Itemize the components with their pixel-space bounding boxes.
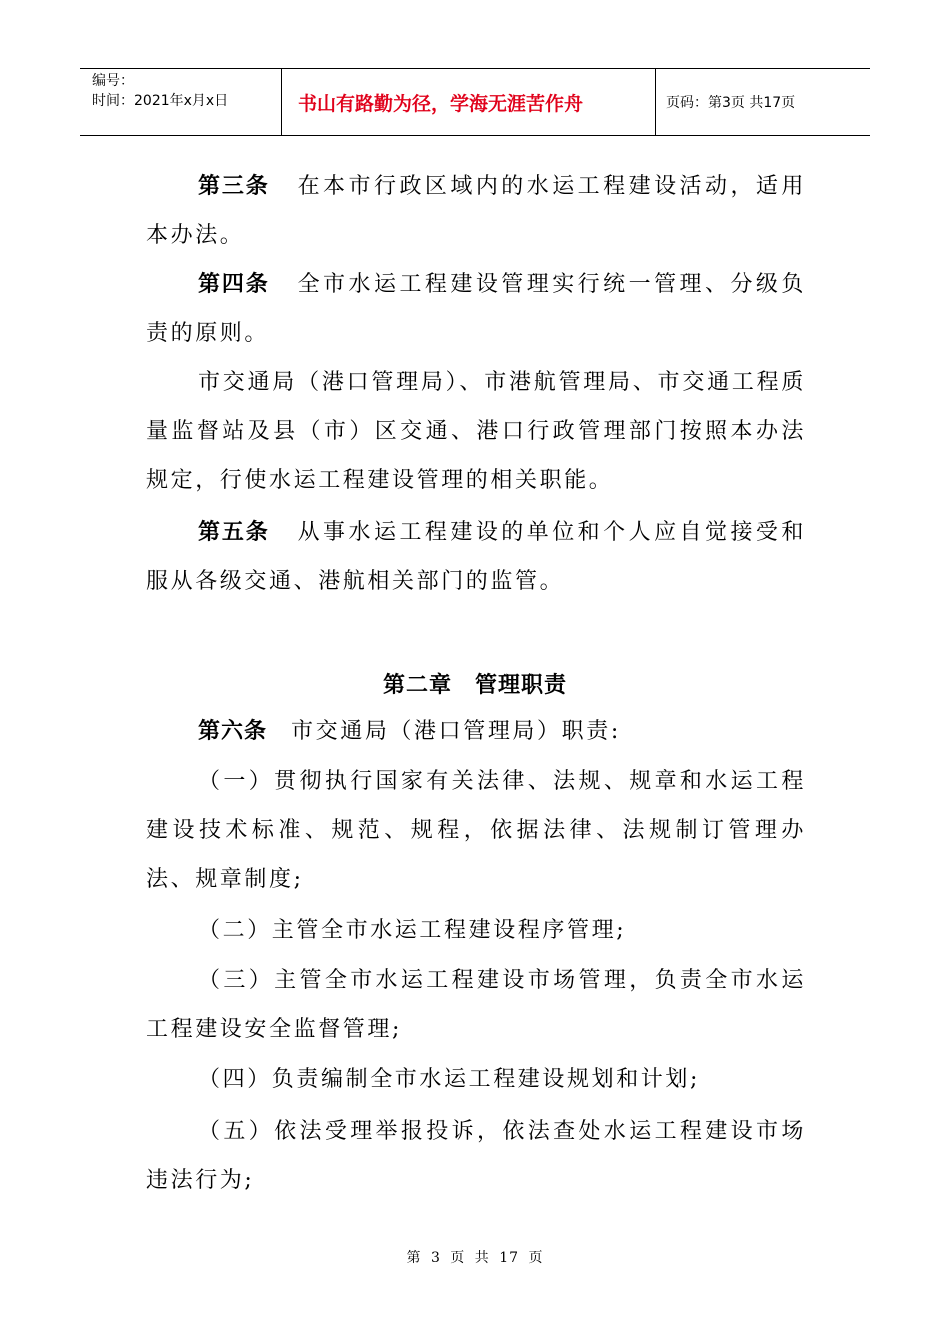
header-page-info: 页码：第3页 共17页 xyxy=(666,95,796,111)
article-text: 在本市行政区域内的水运工程建设活动，适用本办法。 xyxy=(146,174,806,248)
duty-item: （五）依法受理举报投诉，依法查处水运工程建设市场违法行为; xyxy=(146,1119,806,1193)
article-6 xyxy=(146,707,806,756)
header-motto-cell xyxy=(282,69,656,135)
page-footer: 第 3 页 共 17 页 xyxy=(406,1250,544,1266)
article-text: 市交通局（港口管理局）职责: xyxy=(291,719,621,744)
duty-item: （二）主管全市水运工程建设程序管理; xyxy=(198,918,627,943)
article-3 xyxy=(146,162,806,260)
article-text: 从事水运工程建设的单位和个人应自觉接受和服从各级交通、港航相关部门的监管。 xyxy=(146,520,806,594)
duty-item: （三）主管全市水运工程建设市场管理，负责全市水运工程建设安全监督管理; xyxy=(146,968,806,1042)
header-page-cell xyxy=(656,69,870,135)
document-date: 时间：2021年x月x日 xyxy=(92,93,229,109)
article-4-paragraph-2: 市交通局（港口管理局）、市港航管理局、市交通工程质量监督站及县（市）区交通、港口行政管理部门按照本办法规定，行使水运工程建设管理的相关职能。 xyxy=(146,370,806,493)
article-label: 第六条 xyxy=(198,719,268,744)
article-5 xyxy=(146,508,806,606)
article-label: 第三条 xyxy=(198,174,270,199)
page-header xyxy=(80,68,870,136)
header-motto: 书山有路勤为径，学海无涯苦作舟 xyxy=(298,93,584,115)
article-label: 第四条 xyxy=(198,272,270,297)
article-text: 全市水运工程建设管理实行统一管理、分级负责的原则。 xyxy=(146,272,806,346)
article-label: 第五条 xyxy=(198,520,270,545)
duty-item: （一）贯彻执行国家有关法律、法规、规章和水运工程建设技术标准、规范、规程，依据法律、法规制订管理办法、规章制度; xyxy=(146,769,806,892)
chapter-heading: 第二章 管理职责 xyxy=(382,673,567,698)
header-left-cell xyxy=(80,69,282,135)
article-4 xyxy=(146,260,806,358)
duty-item: （四）负责编制全市水运工程建设规划和计划; xyxy=(198,1067,701,1092)
document-number-label: 编号： xyxy=(92,73,134,89)
